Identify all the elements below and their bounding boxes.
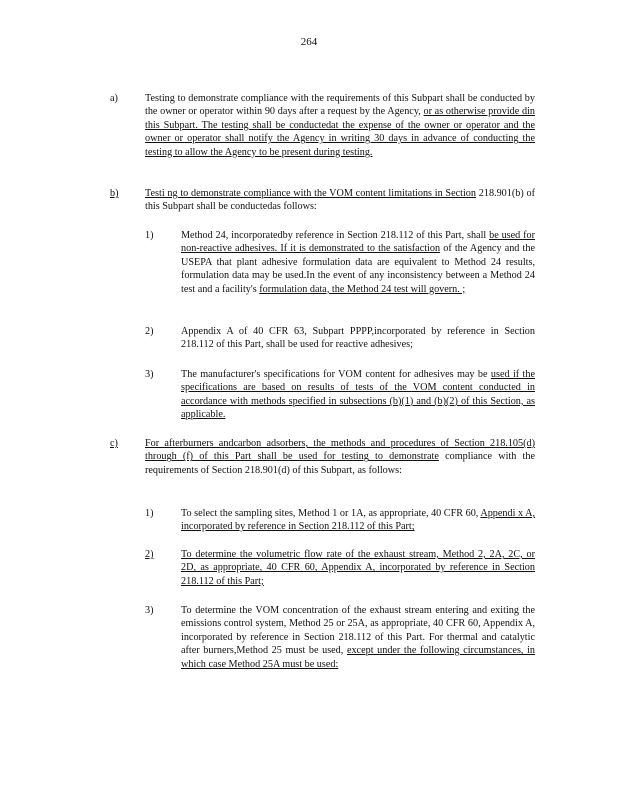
item-c-text: compliance with the requirements of Section 218.901(d) of this Subpart, as follows: [145, 451, 535, 476]
item-b3-label: 3) [145, 369, 154, 380]
item-b1-underlined: be used for non-reactive adhesives. If it is demonstrated to the satisfaction [181, 230, 536, 255]
item-a-underlined: or as otherwise provide din this Subpart. The testing shall be conductedat the expense of the owner or operator and the owner or operator shall notify the Agency in writing 30 days in advance of conducting the testing to allow the Agency to be present during testing. [145, 106, 535, 158]
item-a-label: a) [110, 93, 118, 104]
item-b2-paragraph [181, 325, 535, 352]
item-c2-underlined: To determine the volumetric flow rate of the exhaust stream, Method 2, 2A, 2C, or 2D, as appropriate, 40 CFR 60, Appendix A, incorporated by reference in Section 218.112 of this Part; [181, 549, 535, 587]
item-b1-paragraph [181, 229, 535, 296]
item-b2-text: Appendix A of 40 CFR 63, Subpart PPPP,incorporated by reference in Section 218.112 of this Part, shall be used for reactive adhesives; [181, 326, 535, 351]
item-b3-paragraph [181, 368, 535, 422]
item-a-text: Testing to demonstrate compliance with the requirements of this Subpart shall be conducted by the owner or operator within 90 days after a request by the Agency, [145, 93, 535, 118]
item-b1-underlined2: formulation data, the Method 24 test will govern. ; [259, 283, 466, 295]
item-c2-label: 2) [145, 549, 154, 560]
item-c3-paragraph [181, 604, 535, 671]
item-b2-label: 2) [145, 326, 154, 337]
item-c1-paragraph [181, 507, 535, 534]
item-b1-text: Method 24, incorporatedby reference in Section 218.112 of this Part, shall [181, 230, 490, 241]
item-c3-underlined: except under the following circumstances, in which case Method 25A must be used: [181, 645, 535, 670]
item-b1-label: 1) [145, 230, 154, 241]
item-b-paragraph [145, 187, 535, 214]
item-c-label: c) [110, 438, 118, 449]
item-c1-underlined: Appendi x A, incorporated by reference in Section 218.112 of this Part; [181, 508, 535, 533]
item-a-paragraph [145, 92, 535, 159]
item-b-label: b) [110, 188, 119, 199]
item-c-underlined: For afterburners andcarbon adsorbers, the methods and procedures of Section 218.105(d) through (f) of this Part shall be used for testing to demonstrate [145, 438, 535, 463]
item-c1-label: 1) [145, 508, 154, 519]
item-c-paragraph [145, 437, 535, 477]
item-b3-text: The manufacturer's specifications for VOM content for adhesives may be [181, 369, 491, 380]
item-c3-text: To determine the VOM concentration of the exhaust stream entering and exiting the emissions control system, Method 25 or 25A, as appropriate, 40 CFR 60, Appendix A, incorporated by reference in Section 218.112 of this Part. For thermal and catalytic after burners,Method 25 must be used, [181, 605, 535, 657]
item-b1-text2: of the Agency and the USEPA that plant adhesive formulation data are equivalent to Method 24 results, formulation data may be used.In the event of any inconsistency between a Method 24 test and a facility's [181, 243, 535, 295]
page-number: 264 [300, 36, 318, 48]
item-b-underlined: Testi ng to demonstrate compliance with the VOM content limitations in Section [145, 188, 476, 199]
item-b-text: 218.901(b) of this Subpart shall be conductedas follows: [145, 188, 535, 213]
item-b3-underlined: used if the specifications are based on results of tests of the VOM content conducted in accordance with methods specified in subsections (b)(1) and (b)(2) of this Section, as applicable. [181, 369, 536, 421]
item-c1-text: To select the sampling sites, Method 1 or 1A, as appropriate, 40 CFR 60, [181, 508, 481, 519]
item-c3-label: 3) [145, 605, 154, 616]
item-c2-paragraph [181, 548, 535, 588]
